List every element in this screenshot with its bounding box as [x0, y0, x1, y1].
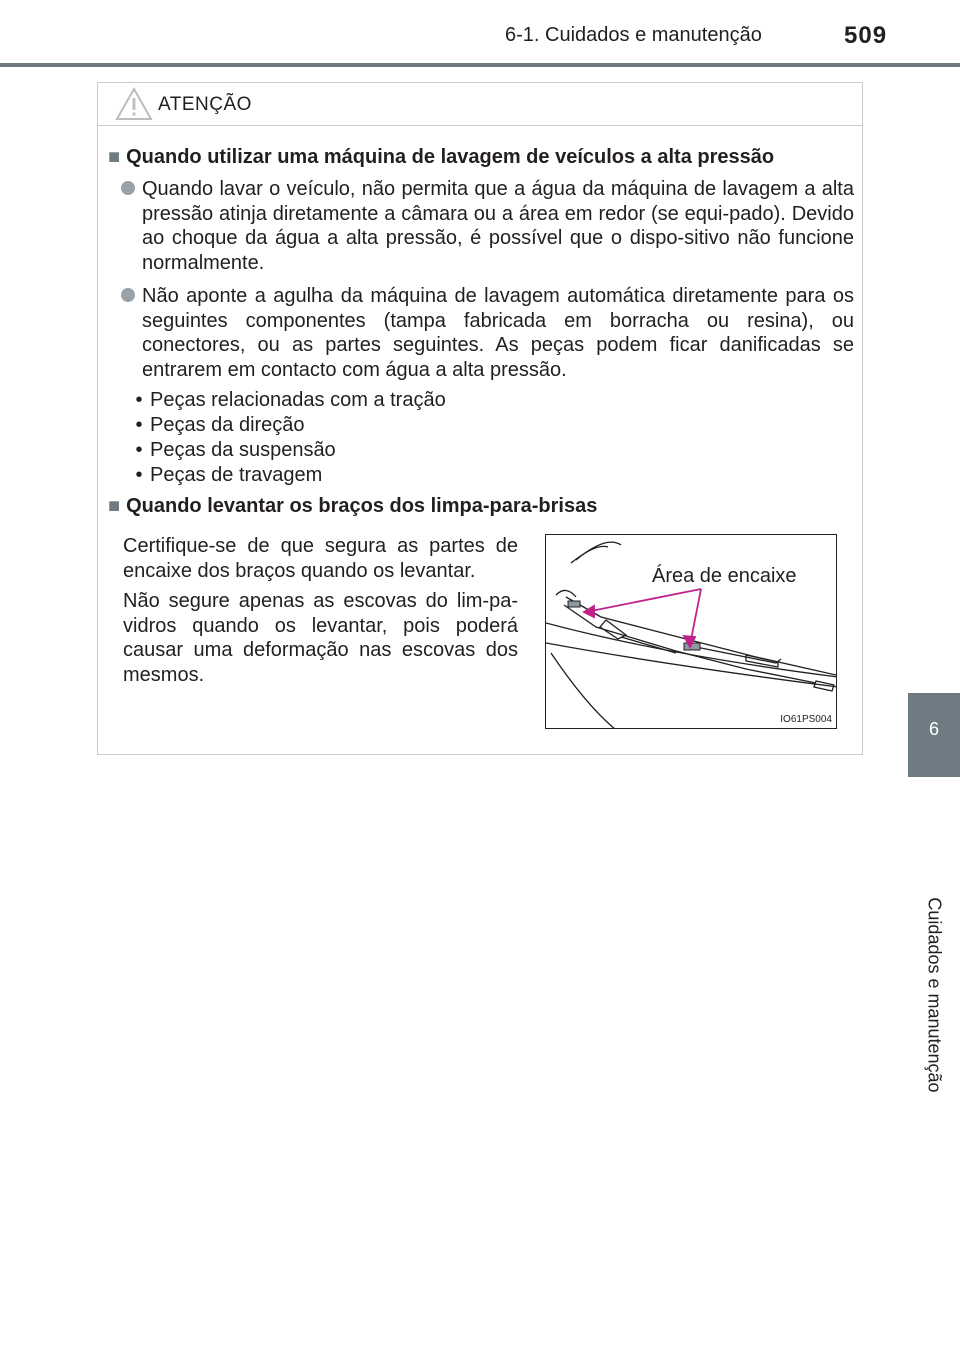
- section-title-pressure-washer: ■ Quando utilizar uma máquina de lavagem de veículos a alta pressão: [108, 146, 775, 168]
- paragraph: Não segure apenas as escovas do lim-pa-vidros quando os levantar, pois poderá causar uma deformação nas escovas dos mesmos.: [123, 590, 518, 686]
- bullet-item: [121, 284, 854, 382]
- wiper-illustration: [545, 534, 837, 729]
- square-bullet-icon: ■: [108, 495, 121, 517]
- section-title-wiper-arms: ■ Quando levantar os braços dos limpa-para-brisas: [108, 495, 598, 517]
- bullet-item: [121, 177, 854, 275]
- list-item: • Peças da suspensão: [128, 438, 446, 463]
- callout-label: Área de encaixe: [652, 565, 797, 587]
- warning-triangle-icon: [115, 87, 153, 121]
- warning-header: [98, 83, 862, 126]
- square-bullet-icon: ■: [108, 146, 121, 168]
- circle-bullet-icon: [121, 288, 135, 302]
- paragraph: Certifique-se de que segura as partes de encaixe dos braços quando os levantar.: [123, 535, 518, 582]
- bullet-text: Quando lavar o veículo, não permita que a água da máquina de lavagem a alta pressão atinja diretamente a câmara ou a área em redor (se equi-pado). Devido ao choque da água a alta pressão, é possível que o dispo-sitivo não funcione normalmente.: [142, 178, 854, 274]
- component-list: [128, 388, 446, 488]
- list-item: • Peças de travagem: [128, 463, 446, 488]
- chapter-number: 6: [928, 719, 939, 739]
- bullet-text: Não aponte a agulha da máquina de lavagem automática diretamente para os seguintes componentes (tampa fabricada em borracha ou resina), ou conectores, ou as partes seguintes. As peças podem ficar danificadas se entrarem em contacto com água a alta pressão.: [142, 285, 854, 381]
- page-number: 509: [844, 22, 888, 49]
- warning-box: [97, 82, 863, 755]
- chapter-tab: [908, 693, 960, 777]
- list-item: • Peças relacionadas com a tração: [128, 388, 446, 413]
- chapter-title-vertical: Cuidados e manutenção: [924, 897, 945, 1093]
- running-header-section: 6-1. Cuidados e manutenção: [505, 24, 762, 46]
- circle-bullet-icon: [121, 181, 135, 195]
- warning-title: ATENÇÃO: [158, 94, 252, 115]
- figure-code: IO61PS004: [780, 714, 832, 725]
- list-item: • Peças da direção: [128, 413, 446, 438]
- header-rule: [0, 63, 960, 67]
